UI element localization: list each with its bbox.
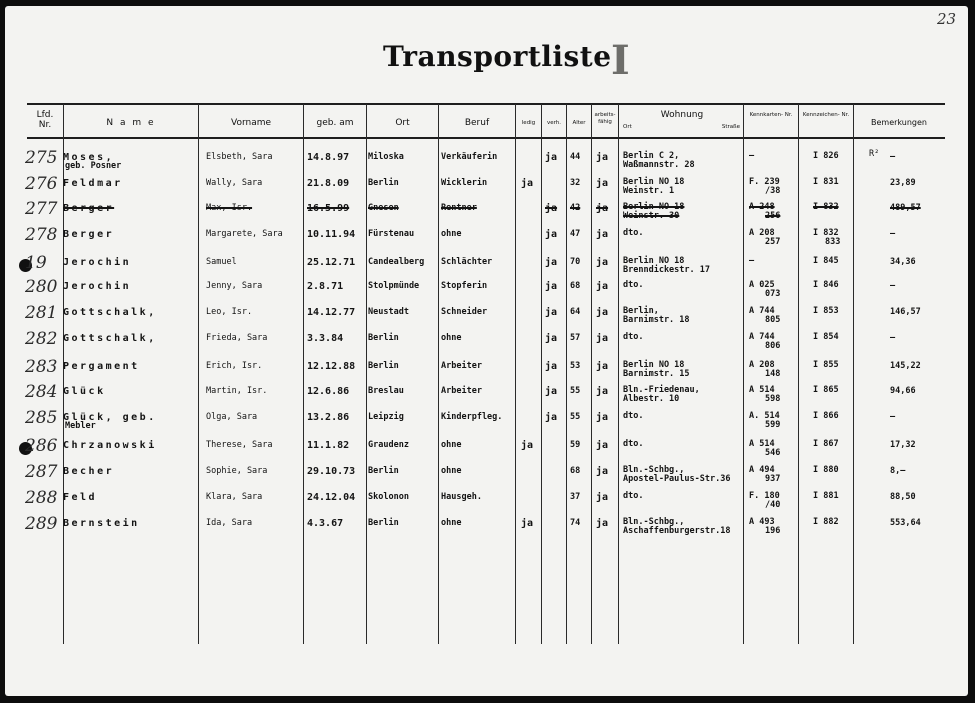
cell-name: Berger <box>63 229 115 240</box>
cell-name: Berger <box>63 203 115 214</box>
cell-kennzeichen: I 866 <box>813 411 839 421</box>
cell-name: Mebler <box>65 421 96 431</box>
cell-alter: 32 <box>570 178 581 188</box>
cell-arbeit: ja <box>596 440 609 451</box>
cell-bemerk: — <box>890 152 896 162</box>
cell-wohnung: Weinstr. 30 <box>623 211 680 221</box>
cell-geb: 14.8.97 <box>307 152 350 163</box>
column-line <box>541 104 542 644</box>
cell-alter: 64 <box>570 307 581 317</box>
cell-alter: 57 <box>570 333 581 343</box>
cell-arbeit: ja <box>596 178 609 189</box>
cell-ort: Skolonon <box>368 492 409 502</box>
cell-wohnung: Albestr. 10 <box>623 394 680 404</box>
cell-kennkarte: A 494 <box>749 465 775 475</box>
cell-kennkarte: A. 514 <box>749 411 780 421</box>
cell-bemerk: 34,36 <box>890 257 916 267</box>
cell-beruf: ohne <box>441 466 462 476</box>
cell-ort: Berlin <box>368 178 399 188</box>
cell-wohnung: Berlin NO 18 <box>623 256 685 266</box>
cell-kennkarte: 256 <box>765 211 781 221</box>
column-line <box>515 104 516 644</box>
cell-alter: 47 <box>570 229 581 239</box>
list-number: I <box>611 37 630 84</box>
cell-kennkarte: 598 <box>765 394 781 404</box>
cell-name: Jerochin <box>63 281 132 292</box>
cell-wohnung: Brenndickestr. 17 <box>623 265 710 275</box>
cell-arbeit: ja <box>596 307 609 318</box>
cell-kennkarte: A 208 <box>749 360 775 370</box>
cell-kennkarte: F. 180 <box>749 491 780 501</box>
cell-bemerk: 17,32 <box>890 440 916 450</box>
cell-bemerk: 145,22 <box>890 361 921 371</box>
header-wohnung-strasse: Straße <box>721 124 740 130</box>
cell-kennkarte: A 514 <box>749 439 775 449</box>
column-line <box>303 104 304 644</box>
cell-wohnung: Waßmannstr. 28 <box>623 160 695 170</box>
column-line <box>618 104 619 644</box>
cell-vorname: Therese, Sara <box>206 440 273 450</box>
cell-ort: Berlin <box>368 333 399 343</box>
cell-kennkarte: 546 <box>765 448 781 458</box>
cell-vorname: Jenny, Sara <box>206 281 263 291</box>
cell-kennkarte: 805 <box>765 315 781 325</box>
cell-wohnung: Bln.-Friedenau, <box>623 385 700 395</box>
cell-kennzeichen: I 882 <box>813 517 839 527</box>
row-number-handwritten: 284 <box>25 382 58 402</box>
cell-name: Jerochin <box>63 257 132 268</box>
header-ledig: ledig <box>521 120 536 126</box>
cell-kennkarte: /38 <box>765 186 781 196</box>
header-bottom-rule <box>27 137 945 139</box>
cell-arbeit: ja <box>596 333 609 344</box>
cell-ort: Candealberg <box>368 257 425 267</box>
row-number-handwritten: 287 <box>25 462 58 482</box>
cell-vorname: Wally, Sara <box>206 178 263 188</box>
cell-beruf: Arbeiter <box>441 386 482 396</box>
cell-bemerk: 146,57 <box>890 307 921 317</box>
header-wohnung: Wohnung <box>660 110 704 120</box>
cell-vorname: Margarete, Sara <box>206 229 283 239</box>
table-top-rule <box>27 103 945 105</box>
cell-vorname: Frieda, Sara <box>206 333 268 343</box>
cell-ort: Berlin <box>368 361 399 371</box>
cell-bemerk: — <box>890 412 896 422</box>
cell-geb: 11.1.82 <box>307 440 350 451</box>
header-wohnung-ort: Ort <box>623 124 632 130</box>
cell-name: Becher <box>63 466 115 477</box>
cell-kennkarte: F. 239 <box>749 177 780 187</box>
column-line <box>853 104 854 644</box>
cell-kennzeichen: I 865 <box>813 385 839 395</box>
cell-alter: 74 <box>570 518 581 528</box>
cell-wohnung: Berlin NO 18 <box>623 202 685 212</box>
cell-geb: 21.8.09 <box>307 178 350 189</box>
column-line <box>366 104 367 644</box>
cell-arbeit: ja <box>596 152 609 163</box>
cell-arbeit: ja <box>596 203 609 214</box>
header-alter: Alter <box>572 120 586 126</box>
cell-ort: Gnesen <box>368 203 399 213</box>
cell-wohnung: Berlin, <box>623 306 659 316</box>
row-number-handwritten: 275 <box>25 148 58 168</box>
cell-beruf: ohne <box>441 333 462 343</box>
header-kennkarten-nr: Kennkarten- Nr. <box>749 112 793 118</box>
cell-beruf: Schlächter <box>441 257 493 267</box>
cell-alter: 68 <box>570 466 581 476</box>
header-bemerkungen: Bemerkungen <box>870 118 927 127</box>
cell-name: Moses, <box>63 152 115 163</box>
cell-arbeit: ja <box>596 466 609 477</box>
column-line <box>743 104 744 644</box>
cell-kennkarte: A 248 <box>749 202 775 212</box>
cell-kennzeichen: I 826 <box>813 151 839 161</box>
cell-verh: ja <box>545 229 558 240</box>
cell-ort: Fürstenau <box>368 229 415 239</box>
row-number-handwritten: 276 <box>25 174 58 194</box>
cell-verh: ja <box>545 257 558 268</box>
column-line <box>566 104 567 644</box>
cell-arbeit: ja <box>596 257 609 268</box>
cell-bemerk: — <box>890 281 896 291</box>
cell-arbeit: ja <box>596 412 609 423</box>
cell-ledig: ja <box>521 178 534 189</box>
row-number-handwritten: 283 <box>25 357 58 377</box>
header-arbeitsfaehig: arbeits- fähig <box>594 112 616 125</box>
cell-kennkarte: A 514 <box>749 385 775 395</box>
cell-geb: 10.11.94 <box>307 229 356 240</box>
cell-ort: Miloska <box>368 152 404 162</box>
cell-name: geb. Posner <box>65 161 122 171</box>
cell-name: Bernstein <box>63 518 140 529</box>
row-number-handwritten: 19 <box>25 253 47 273</box>
cell-beruf: Verkäuferin <box>441 152 498 162</box>
cell-arbeit: ja <box>596 386 609 397</box>
cell-ort: Neustadt <box>368 307 409 317</box>
cell-geb: 29.10.73 <box>307 466 356 477</box>
cell-kennzeichen: I 846 <box>813 280 839 290</box>
cell-geb: 4.3.67 <box>307 518 344 529</box>
cell-arbeit: ja <box>596 229 609 240</box>
cell-name: Gottschalk, <box>63 307 157 318</box>
cell-beruf: ohne <box>441 440 462 450</box>
cell-kennkarte: 073 <box>765 289 781 299</box>
row-number-handwritten: 278 <box>25 225 58 245</box>
row-number-handwritten: 280 <box>25 277 58 297</box>
header-name: N a m e <box>106 118 156 128</box>
cell-arbeit: ja <box>596 361 609 372</box>
column-line <box>438 104 439 644</box>
row-number-handwritten: 288 <box>25 488 58 508</box>
row-number-handwritten: 277 <box>25 199 58 219</box>
cell-wohnung: Berlin NO 18 <box>623 177 685 187</box>
header-verh: verh. <box>546 120 562 126</box>
cell-arbeit: ja <box>596 492 609 503</box>
cell-wohnung: Aschaffenburgerstr.18 <box>623 526 731 536</box>
cell-kennkarte: — <box>749 151 755 161</box>
cell-kennzeichen: I 831 <box>813 177 839 187</box>
cell-kennzeichen: I 867 <box>813 439 839 449</box>
cell-verh: ja <box>545 281 558 292</box>
cell-name: Feldmar <box>63 178 123 189</box>
cell-bemerk: — <box>890 229 896 239</box>
cell-wohnung: dto. <box>623 332 644 342</box>
cell-kennzeichen: I 832 <box>813 228 839 238</box>
row-number-handwritten: 282 <box>25 329 58 349</box>
cell-beruf: Rentner <box>441 203 477 213</box>
cell-vorname: Leo, Isr. <box>206 307 253 317</box>
cell-vorname: Samuel <box>206 257 237 267</box>
cell-geb: 2.8.71 <box>307 281 344 292</box>
cell-beruf: Kinderpfleg. <box>441 412 503 422</box>
cell-alter: 37 <box>570 492 581 502</box>
cell-vorname: Elsbeth, Sara <box>206 152 273 162</box>
cell-bemerk: 8,— <box>890 466 906 476</box>
cell-name: Chrzanowski <box>63 440 157 451</box>
cell-wohnung: Berlin NO 18 <box>623 360 685 370</box>
cell-wohnung: dto. <box>623 411 644 421</box>
column-line <box>798 104 799 644</box>
cell-geb: 13.2.86 <box>307 412 350 423</box>
cell-name: Gottschalk, <box>63 333 157 344</box>
cell-kennkarte: A 208 <box>749 228 775 238</box>
header-ort: Ort <box>395 118 410 128</box>
cell-alter: 70 <box>570 257 581 267</box>
cell-kennkarte: 257 <box>765 237 781 247</box>
cell-ort: Berlin <box>368 518 399 528</box>
cell-kennzeichen: I 845 <box>813 256 839 266</box>
cell-vorname: Ida, Sara <box>206 518 253 528</box>
cell-vorname: Max, Isr. <box>206 203 253 213</box>
cell-kennkarte: A 744 <box>749 332 775 342</box>
cell-bemerk: 553,64 <box>890 518 921 528</box>
cell-beruf: Arbeiter <box>441 361 482 371</box>
cell-beruf: ohne <box>441 229 462 239</box>
cell-kennkarte: A 025 <box>749 280 775 290</box>
cell-bemerk: 23,89 <box>890 178 916 188</box>
cell-verh: ja <box>545 386 558 397</box>
cell-name: Feld <box>63 492 98 503</box>
cell-alter: 55 <box>570 412 581 422</box>
cell-vorname: Klara, Sara <box>206 492 263 502</box>
row-number-handwritten: 285 <box>25 408 58 428</box>
cell-geb: 3.3.84 <box>307 333 344 344</box>
cell-geb: 16.5.99 <box>307 203 350 214</box>
cell-beruf: Wicklerin <box>441 178 488 188</box>
cell-name: Pergament <box>63 361 140 372</box>
column-line <box>198 104 199 644</box>
header-geb-am: geb. am <box>316 118 354 128</box>
cell-vorname: Olga, Sara <box>206 412 258 422</box>
cell-kennkarte: /40 <box>765 500 781 510</box>
cell-alter: 44 <box>570 152 581 162</box>
header-lfd-nr: Lfd. Nr. <box>36 110 54 130</box>
cell-wohnung: dto. <box>623 439 644 449</box>
row-number-handwritten: 289 <box>25 514 58 534</box>
header-vorname: Vorname <box>230 118 272 128</box>
cell-ledig: ja <box>521 518 534 529</box>
page-number: 23 <box>937 10 957 28</box>
cell-wohnung: Weinstr. 1 <box>623 186 675 196</box>
cell-kennkarte: A 493 <box>749 517 775 527</box>
cell-alter: 55 <box>570 386 581 396</box>
cell-verh: ja <box>545 333 558 344</box>
cell-arbeit: ja <box>596 281 609 292</box>
document-title: Transportliste <box>383 40 612 73</box>
cell-wohnung: dto. <box>623 228 644 238</box>
header-beruf: Beruf <box>464 118 490 128</box>
cell-wohnung: Bln.-Schbg., <box>623 465 685 475</box>
cell-wohnung: Barnimstr. 15 <box>623 369 690 379</box>
cell-ort: Stolpmünde <box>368 281 420 291</box>
cell-wohnung: dto. <box>623 280 644 290</box>
cell-geb: 12.6.86 <box>307 386 350 397</box>
cell-bemerk: 88,50 <box>890 492 916 502</box>
cell-verh: ja <box>545 203 558 214</box>
cell-kennkarte: 599 <box>765 420 781 430</box>
cell-wohnung: dto. <box>623 491 644 501</box>
cell-kennkarte: — <box>749 256 755 266</box>
cell-verh: ja <box>545 361 558 372</box>
cell-ort: Graudenz <box>368 440 409 450</box>
cell-beruf: Stopferin <box>441 281 488 291</box>
cell-verh: ja <box>545 152 558 163</box>
header-kennzeichen-nr: Kennzeichen- Nr. <box>802 112 850 118</box>
cell-vorname: Martin, Isr. <box>206 386 268 396</box>
cell-kennzeichen: 833 <box>825 237 841 247</box>
cell-beruf: ohne <box>441 518 462 528</box>
cell-kennzeichen: I 832 <box>813 202 839 212</box>
cell-kennzeichen: I 854 <box>813 332 839 342</box>
cell-name: Glück <box>63 386 106 397</box>
cell-kennzeichen: I 881 <box>813 491 839 501</box>
cell-wohnung: Barnimstr. 18 <box>623 315 690 325</box>
cell-vorname: Erich, Isr. <box>206 361 263 371</box>
cell-kennkarte: 196 <box>765 526 781 536</box>
cell-kennzeichen: I 880 <box>813 465 839 475</box>
cell-ort: Breslau <box>368 386 404 396</box>
cell-verh: ja <box>545 307 558 318</box>
cell-ort: Berlin <box>368 466 399 476</box>
cell-bemerk: 94,66 <box>890 386 916 396</box>
column-line <box>591 104 592 644</box>
cell-kennkarte: 148 <box>765 369 781 379</box>
cell-geb: 25.12.71 <box>307 257 356 268</box>
cell-wohnung: Bln.-Schbg., <box>623 517 685 527</box>
cell-geb: 12.12.88 <box>307 361 356 372</box>
cell-wohnung: Apostel-Paulus-Str.36 <box>623 474 731 484</box>
cell-beruf: Hausgeh. <box>441 492 482 502</box>
cell-arbeit: ja <box>596 518 609 529</box>
row-number-handwritten: 281 <box>25 303 58 323</box>
cell-kennzeichen: I 853 <box>813 306 839 316</box>
cell-bemerk: — <box>890 333 896 343</box>
cell-alter: 53 <box>570 361 581 371</box>
cell-vorname: Sophie, Sara <box>206 466 268 476</box>
cell-bemerk-pre: R² <box>869 149 880 159</box>
cell-verh: ja <box>545 412 558 423</box>
cell-ort: Leipzig <box>368 412 404 422</box>
cell-beruf: Schneider <box>441 307 488 317</box>
cell-kennkarte: A 744 <box>749 306 775 316</box>
cell-alter: 59 <box>570 440 581 450</box>
cell-geb: 14.12.77 <box>307 307 356 318</box>
cell-kennzeichen: I 855 <box>813 360 839 370</box>
row-number-handwritten: 286 <box>25 436 58 456</box>
cell-alter: 42 <box>570 203 581 213</box>
cell-kennkarte: 937 <box>765 474 781 484</box>
cell-ledig: ja <box>521 440 534 451</box>
cell-alter: 68 <box>570 281 581 291</box>
cell-wohnung: Berlin C 2, <box>623 151 680 161</box>
cell-name: Glück, geb. <box>63 412 157 423</box>
cell-geb: 24.12.04 <box>307 492 356 503</box>
cell-kennkarte: 806 <box>765 341 781 351</box>
document-page <box>5 6 968 696</box>
cell-bemerk: 489,57 <box>890 203 921 213</box>
